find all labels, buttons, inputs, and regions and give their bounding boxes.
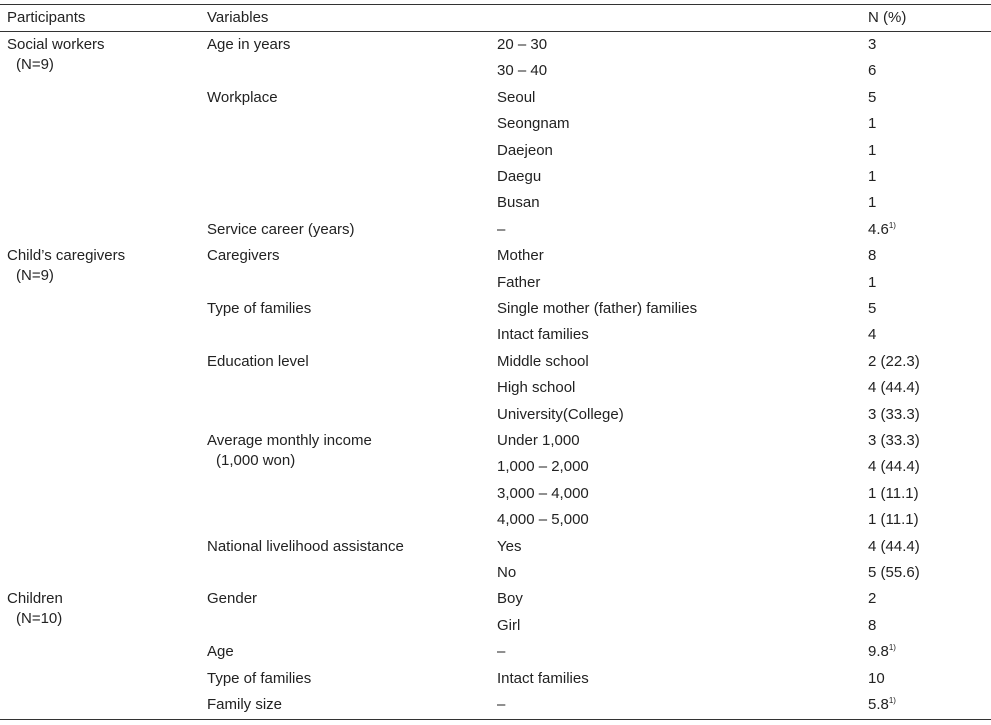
value-cell: 2 — [868, 590, 877, 608]
category-cell: Daegu — [497, 168, 542, 185]
value-cell: 5.8$^{1)}$ — [868, 696, 896, 713]
table-row — [0, 613, 991, 639]
value-cell: 1 (11.1) — [868, 511, 919, 529]
table-bottom-rule — [0, 719, 991, 720]
table-row — [0, 692, 991, 718]
category-cell: 3,000 – 4,000 — [497, 484, 589, 502]
category-cell: Intact families — [497, 326, 589, 344]
table-row — [0, 454, 991, 480]
value-cell: 4 (44.4) — [868, 458, 920, 476]
variable-family-size: Family size — [207, 696, 283, 713]
footnote-marker: 1) — [888, 220, 896, 230]
table-row — [0, 58, 991, 84]
group-label-children: Children (N=10) — [7, 586, 63, 612]
category-cell: Daejeon — [497, 141, 553, 159]
group-n-social-workers: (N=9) — [16, 56, 54, 73]
variable-age: Age — [207, 643, 234, 661]
category-cell: – — [497, 220, 506, 238]
variable-service-career: Service career (years) — [207, 220, 355, 238]
table-row — [0, 296, 991, 322]
value-cell: 3 (33.3) — [868, 405, 920, 423]
category-cell: No — [497, 564, 517, 581]
table-row — [0, 270, 991, 296]
variable-income-unit: (1,000 won) — [216, 452, 296, 469]
category-cell: Seoul — [497, 88, 536, 106]
group-n-children: (N=10) — [16, 610, 63, 628]
value-cell: 10 — [868, 669, 885, 687]
table-row — [0, 560, 991, 586]
value-cell: 2 (22.3) — [868, 352, 920, 370]
value-cell: 8 — [868, 247, 877, 265]
value-cell: 3 — [868, 36, 877, 53]
category-cell: – — [497, 696, 506, 713]
value-cell: 1 — [868, 168, 877, 185]
category-cell: 4,000 – 5,000 — [497, 511, 589, 529]
value-cell: 1 — [868, 115, 877, 133]
value-cell: 4.6$^{1)}$ — [868, 220, 896, 238]
table-row — [0, 111, 991, 137]
category-cell: Busan — [497, 194, 540, 212]
category-cell: Middle school — [497, 352, 589, 370]
table-header-row — [0, 5, 991, 31]
value-cell: 1 — [868, 141, 877, 159]
category-cell: High school — [497, 379, 576, 397]
value-cell: 5 — [868, 300, 877, 317]
value-cell: 4 (44.4) — [868, 379, 920, 397]
category-cell: Boy — [497, 590, 523, 608]
variable-type-of-families-children: Type of families — [207, 669, 312, 687]
value-cell: 3 (33.3) — [868, 432, 920, 449]
table-row — [0, 402, 991, 428]
category-cell: 20 – 30 — [497, 36, 548, 53]
table-row — [0, 666, 991, 692]
category-cell: Girl — [497, 616, 521, 634]
category-cell: 30 – 40 — [497, 62, 548, 80]
header-participants: Participants — [7, 9, 86, 26]
category-cell: Mother — [497, 247, 544, 265]
table-row — [0, 639, 991, 665]
category-cell: Father — [497, 273, 541, 291]
variable-type-of-families: Type of families — [207, 300, 312, 317]
table-row — [0, 164, 991, 190]
category-cell: University(College) — [497, 405, 624, 423]
variable-gender: Gender — [207, 590, 258, 608]
table-row — [0, 481, 991, 507]
value-cell: 1 (11.1) — [868, 484, 919, 502]
table-row — [0, 190, 991, 216]
table-row — [0, 138, 991, 164]
value-cell: 5 — [868, 88, 877, 106]
value-cell: 1 — [868, 194, 877, 212]
variable-education-level: Education level — [207, 352, 309, 370]
value-cell: 8 — [868, 616, 877, 634]
value-cell: 1 — [868, 273, 877, 291]
category-cell: Under 1,000 — [497, 432, 580, 449]
table-row — [0, 322, 991, 348]
value-cell: 9.8$^{1)}$ — [868, 643, 896, 661]
table-row — [0, 349, 991, 375]
variable-national-livelihood: National livelihood assistance — [207, 537, 404, 555]
variable-age-in-years: Age in years — [207, 36, 291, 53]
group-label-social-workers: Social workers (N=9) — [7, 32, 105, 58]
category-cell: Intact families — [497, 669, 589, 687]
group-label-caregivers: Child’s caregivers (N=9) — [7, 243, 125, 269]
header-n-percent: N (%) — [868, 9, 907, 26]
footnote-marker: 1) — [888, 696, 896, 705]
table-row — [0, 217, 991, 243]
value-cell: 4 (44.4) — [868, 537, 920, 555]
category-cell: – — [497, 643, 506, 661]
value-cell: 4 — [868, 326, 877, 344]
table-row — [0, 85, 991, 111]
table-row — [0, 507, 991, 533]
category-cell: Yes — [497, 537, 522, 555]
category-cell: Single mother (father) families — [497, 300, 698, 317]
value-cell: 6 — [868, 62, 877, 80]
variable-caregivers: Caregivers — [207, 247, 280, 265]
value-cell: 5 (55.6) — [868, 564, 920, 581]
table-row — [0, 375, 991, 401]
variable-average-monthly-income: Average monthly income (1,000 won) — [207, 428, 372, 454]
table-row — [0, 534, 991, 560]
header-variables: Variables — [207, 9, 269, 26]
category-cell: 1,000 – 2,000 — [497, 458, 589, 476]
variable-workplace: Workplace — [207, 88, 278, 106]
group-n-caregivers: (N=9) — [16, 267, 54, 285]
footnote-marker: 1) — [888, 643, 896, 653]
category-cell: Seongnam — [497, 115, 570, 133]
